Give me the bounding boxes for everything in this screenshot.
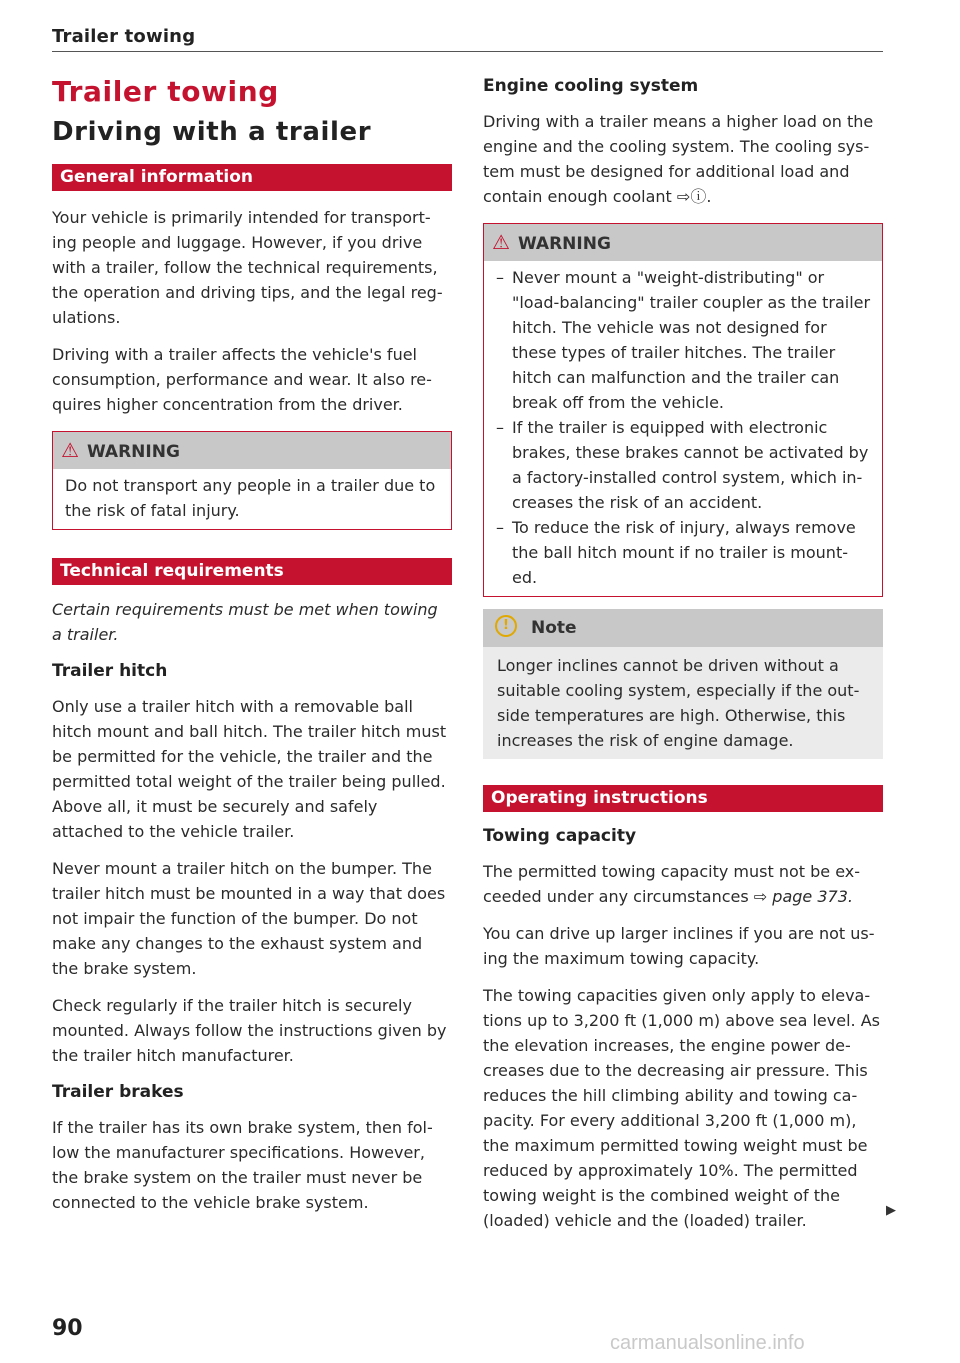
trailer-brakes-heading: Trailer brakes xyxy=(52,1082,184,1102)
trailer-hitch-heading: Trailer hitch xyxy=(52,661,168,681)
warning-box-hitch xyxy=(483,223,883,597)
header-rule xyxy=(52,51,883,52)
warning-label: WARNING xyxy=(517,234,611,254)
note-label: Note xyxy=(531,618,577,638)
general-paragraph-2: Driving with a trailer affects the vehicle's fuel consumption, performance and wear. It also re- quires higher concentration from the driver. xyxy=(52,345,432,414)
cooling-paragraph: Driving with a trailer means a higher load on the engine and the cooling system. The cooling sys- tem must be designed for additional load and contain enough coolant ⇨ⓘ. xyxy=(483,112,874,206)
section-title: Driving with a trailer xyxy=(52,117,372,147)
warning-label: WARNING xyxy=(86,442,180,462)
note-text: Longer inclines cannot be driven without a suitable cooling system, especially if the out- side temperatures are high. Otherwise, this increases the risk of engine damage. xyxy=(497,656,860,750)
towing-paragraph-3: The towing capacities given only apply to eleva- tions up to 3,200 ft (1,000 m) above sea level. As the elevation increases, the engine power de- creases due to the decreasing air pressure. This reduces the hill climbing ability and towing ca- pacity. For every additional 3,200 ft (1,000 m), the maximum permitted towing weight must be reduced by approximately 10%. The permitted towing weight is the combined weight of the (loaded) vehicle and the (loaded) trailer. xyxy=(483,986,880,1230)
brakes-paragraph-1: If the trailer has its own brake system, then fol- low the manufacturer specifications. However, the brake system on the trailer must never be connected to the vehicle brake system. xyxy=(52,1118,433,1212)
technical-intro: Certain requirements must be met when towing a trailer. xyxy=(52,600,438,644)
hitch-paragraph-1: Only use a trailer hitch with a removable ball hitch mount and ball hitch. The trailer hitch must be permitted for the vehicle, the trailer and the permitted total weight of the trailer being pulled. Above all, it must be securely and safely attached to the vehicle trailer. xyxy=(52,697,447,841)
note-header xyxy=(483,609,883,647)
warning-box-passengers xyxy=(52,431,452,530)
warning-list-item: – Never mount a "weight-distributing" or "load-balancing" trailer coupler as the trailer hitch. The vehicle was not designed for these types of trailer hitches. The trailer hitch can malfunction and the trailer can break off from the vehicle. xyxy=(496,268,871,412)
warning-triangle-icon: ⚠ xyxy=(492,230,510,254)
general-information-heading: General information xyxy=(52,164,452,191)
warning-list-item: – To reduce the risk of injury, always remove the ball hitch mount if no trailer is mount- ed. xyxy=(496,518,856,587)
right-column xyxy=(483,72,883,1233)
warning-triangle-icon: ⚠ xyxy=(61,438,79,462)
note-circle-icon: ! xyxy=(495,615,517,637)
warning-header xyxy=(484,224,882,261)
towing-paragraph-2: You can drive up larger inclines if you are not us- ing the maximum towing capacity. xyxy=(483,924,875,968)
hitch-paragraph-2: Never mount a trailer hitch on the bumper. The trailer hitch must be mounted in a way that does not impair the function of the bumper. Do not make any changes to the exhaust system and the brake system. xyxy=(52,859,446,978)
engine-cooling-heading: Engine cooling system xyxy=(483,76,699,96)
continue-arrow-icon: ▶ xyxy=(886,1203,896,1218)
cooling-note-reference[interactable]: ⇨ⓘ. xyxy=(676,187,712,206)
chapter-title: Trailer towing xyxy=(52,75,279,108)
towing-capacity-heading: Towing capacity xyxy=(483,826,637,846)
towing-paragraph-1: The permitted towing capacity must not be ex- ceeded under any circumstances ⇨ page 373. xyxy=(483,862,861,906)
technical-requirements-heading: Technical requirements xyxy=(52,558,452,585)
operating-instructions-heading: Operating instructions xyxy=(483,785,883,812)
general-paragraph-1: Your vehicle is primarily intended for transport- ing people and luggage. However, if you drive with a trailer, follow the technical requirements, the operation and driving tips, and the legal reg- ulations. xyxy=(52,208,443,327)
warning-text: Do not transport any people in a trailer due to the risk of fatal injury. xyxy=(65,476,436,520)
page-reference-link[interactable]: ⇨ page 373. xyxy=(753,887,853,906)
running-head: Trailer towing xyxy=(52,26,196,47)
watermark-text: carmanualsonline.info xyxy=(610,1332,805,1354)
left-column xyxy=(52,72,452,1215)
warning-header xyxy=(53,432,451,469)
hitch-paragraph-3: Check regularly if the trailer hitch is securely mounted. Always follow the instructions given by the trailer hitch manufacturer. xyxy=(52,996,447,1065)
warning-list-item: – If the trailer is equipped with electronic brakes, these brakes cannot be activated by a factory-installed control system, which in- creases the risk of an accident. xyxy=(496,418,869,512)
page-number: 90 xyxy=(52,1316,83,1341)
note-box xyxy=(483,609,883,759)
